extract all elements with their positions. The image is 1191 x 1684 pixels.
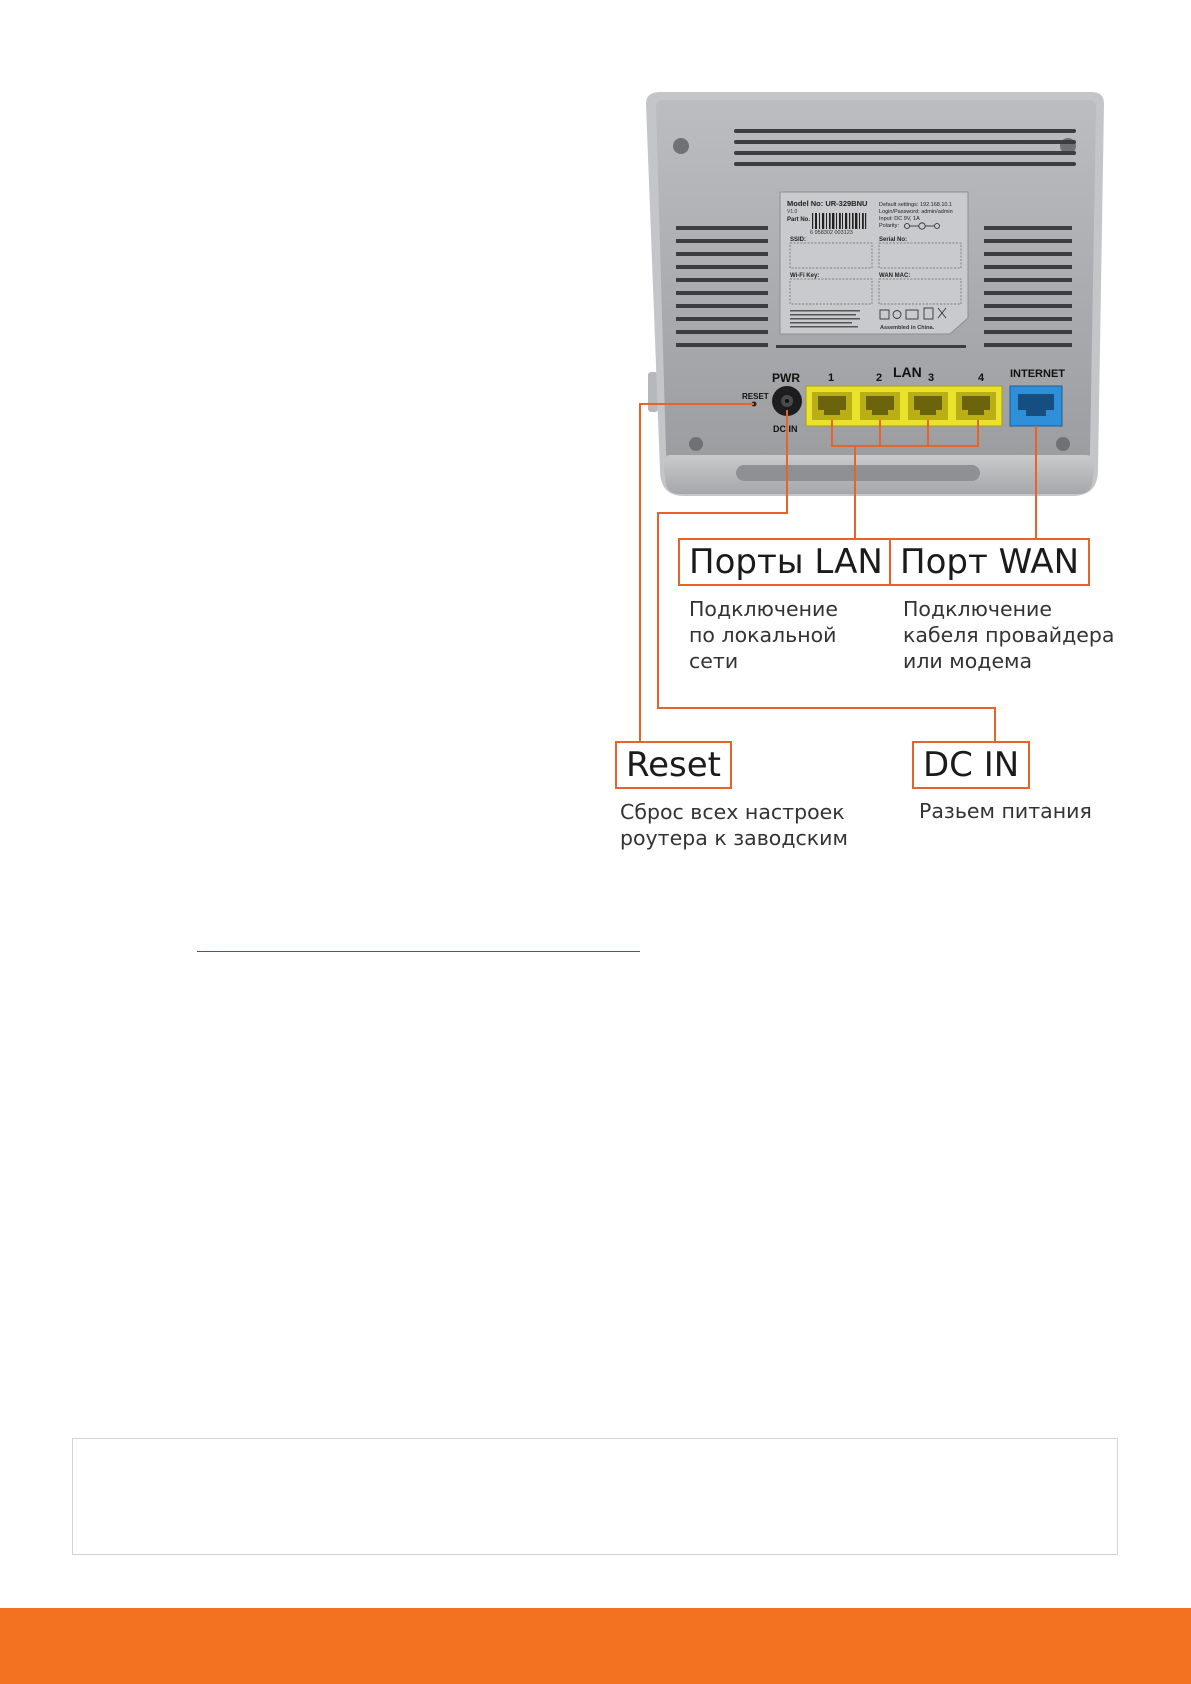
lan-port — [956, 392, 996, 420]
bottom-vents — [776, 345, 966, 348]
internet-label: INTERNET — [1010, 368, 1065, 380]
sticker-serial-label: Serial No: — [879, 237, 908, 243]
screw-icon — [1056, 437, 1070, 451]
sticker-input: Input: DC 9V, 1A — [879, 216, 920, 222]
lan-port — [812, 392, 852, 420]
sticker-default-settings: Default settings: 192.168.10.1 — [879, 202, 953, 208]
barcode-digits: 6 958302 003123 — [810, 230, 853, 236]
sticker-model: Model No: UR-329BNU — [787, 199, 868, 208]
reset-description: Сброс всех настроек роутера к заводским — [620, 800, 848, 850]
dc-in-label: DC IN — [773, 424, 798, 434]
sticker-ssid-label: SSID: — [790, 237, 807, 243]
sticker-wan-mac-label: WAN MAC: — [879, 273, 911, 279]
lan-port — [860, 392, 900, 420]
sticker-version: V1.0 — [787, 209, 798, 215]
dc-in-description: Разьем питания — [919, 799, 1092, 823]
port-3-label: 3 — [928, 372, 935, 384]
footer-bar — [0, 1608, 1191, 1684]
reset-label: RESET — [742, 392, 769, 401]
screw-icon — [673, 138, 689, 154]
product-sticker — [780, 192, 968, 334]
lan-port — [908, 392, 948, 420]
port-1-label: 1 — [828, 372, 835, 384]
wan-port-callout: Порт WAN — [889, 538, 1090, 586]
sticker-login: Login/Password: admin/admin — [879, 209, 953, 215]
link-underline[interactable] — [197, 951, 640, 952]
router-base-slot — [736, 465, 980, 481]
sticker-assembled: Assembled in China. — [880, 325, 935, 331]
screw-icon — [689, 437, 703, 451]
lan-ports-callout: Порты LAN — [678, 538, 894, 586]
reset-callout: Reset — [615, 741, 732, 789]
note-box — [72, 1438, 1118, 1555]
port-2-label: 2 — [876, 372, 883, 384]
pwr-label: PWR — [772, 371, 800, 385]
lan-ports-description: Подключение по локальной сети — [689, 597, 838, 673]
lan-label: LAN — [893, 364, 922, 380]
sticker-polarity: Polarity: — [879, 223, 899, 229]
port-4-label: 4 — [978, 372, 985, 384]
sticker-part-no: Part No. — [787, 217, 811, 223]
dc-in-callout: DC IN — [912, 741, 1030, 789]
wan-port-description: Подключение кабеля провайдера или модема — [903, 597, 1115, 673]
sticker-wifi-key-label: Wi-Fi Key: — [790, 273, 820, 279]
